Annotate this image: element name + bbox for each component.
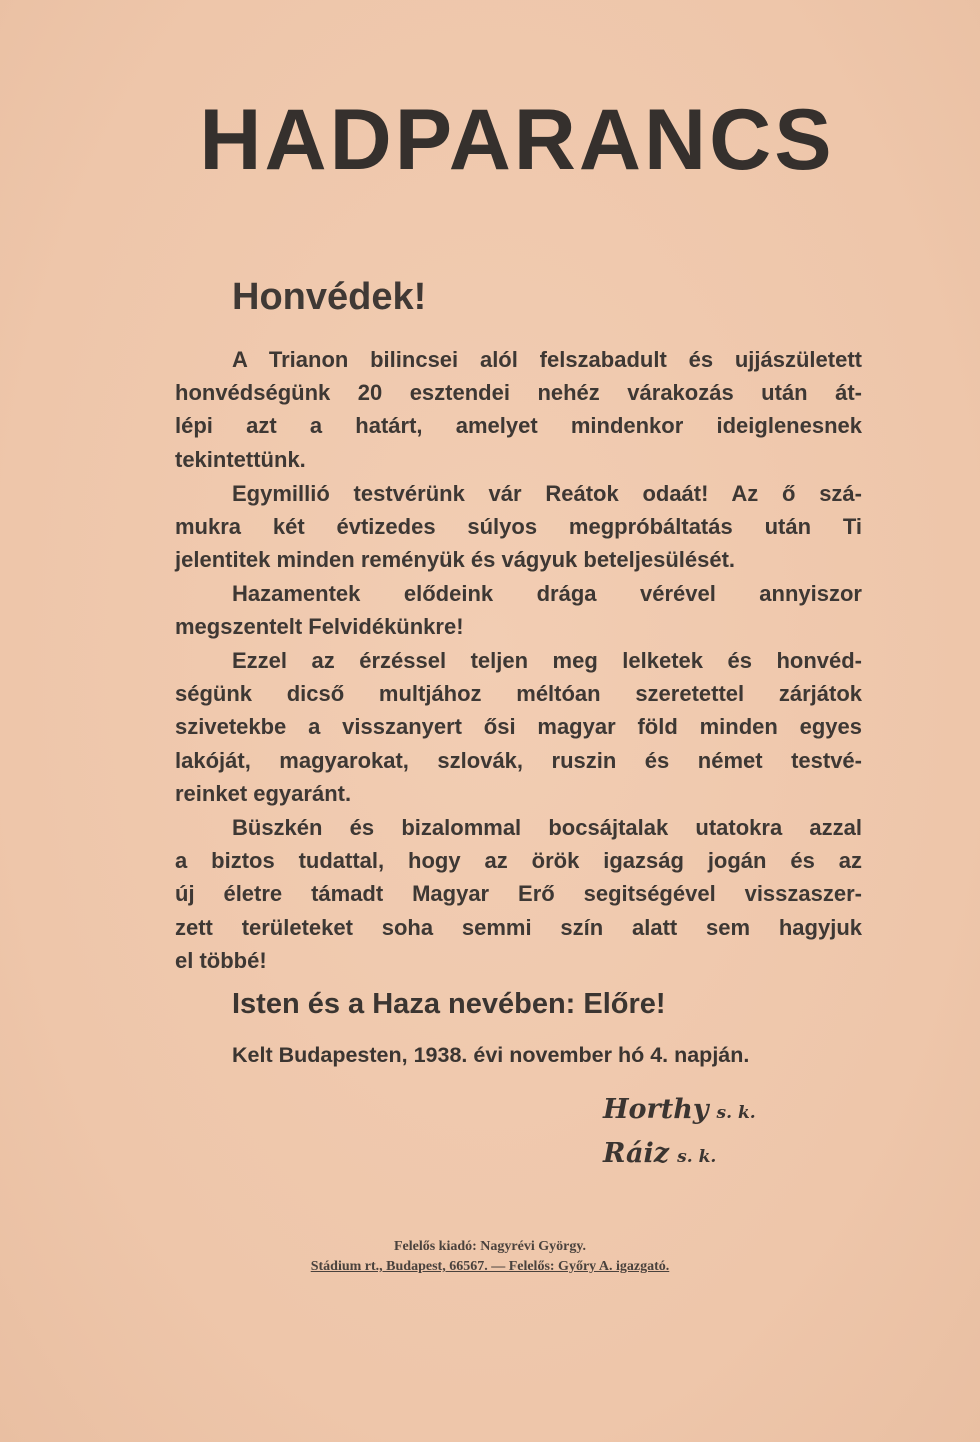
- body-line-text: szivetekbe a visszanyert ősi magyar föld minden egyes: [175, 714, 862, 739]
- body-line: [175, 946, 862, 976]
- body-line: [175, 879, 862, 909]
- body-line-text: reinket egyaránt.: [175, 781, 352, 806]
- body-line-text: Büszkén és bizalommal bocsájtalak utatokra azzal: [232, 815, 862, 840]
- body-line-text: jelentitek minden reményük és vágyuk beteljesülését.: [175, 547, 736, 572]
- body-line-text: lépi azt a határt, amelyet mindenkor ideiglenesnek: [175, 413, 862, 438]
- body-line: [232, 813, 862, 843]
- body-line: [232, 646, 862, 676]
- footer-printer: Stádium rt., Budapest, 66567. — Felelős: Győry A. igazgató.: [310, 1259, 670, 1274]
- motto: Isten és a Haza nevében: Előre!: [232, 988, 666, 1020]
- signature-suffix: s. k.: [716, 1103, 756, 1123]
- signature-suffix: s. k.: [677, 1147, 717, 1167]
- body-line-text: Ezzel az érzéssel teljen meg lelketek és honvéd-: [232, 648, 862, 673]
- body-line-text: Egymillió testvérünk vár Reátok odaát! Az ő szá-: [232, 481, 862, 506]
- signature-horthy: [603, 1094, 756, 1129]
- body-line-text: mukra két évtizedes súlyos megpróbáltatás után Ti: [175, 514, 862, 539]
- date-line: Kelt Budapesten, 1938. évi november hó 4. napján.: [232, 1043, 750, 1067]
- body-line: [175, 512, 862, 542]
- body-line: [175, 679, 862, 709]
- body-line-text: A Trianon bilincsei alól felszabadult és ujjászületett: [232, 347, 862, 372]
- body-line-text: ségünk dicső multjához méltóan szeretettel zárjátok: [175, 681, 862, 706]
- body-line: [232, 579, 862, 609]
- body-line-text: honvédségünk 20 esztendei nehéz várakozás után át-: [175, 380, 862, 405]
- body-line-text: Hazamentek elődeink drága vérével annyiszor: [232, 581, 862, 606]
- body-line: [175, 411, 862, 441]
- footer-publisher: Felelős kiadó: Nagyrévi György.: [393, 1239, 587, 1254]
- signature-name: Horthy: [603, 1094, 709, 1125]
- signature-raiz: [603, 1138, 716, 1173]
- body-line: [232, 345, 862, 375]
- body-line: [175, 712, 862, 742]
- body-line: [175, 746, 862, 776]
- greeting-heading: Honvédek!: [232, 276, 427, 318]
- body-line: [175, 612, 862, 642]
- body-line: [175, 545, 862, 575]
- body-line: [175, 445, 862, 475]
- signature-name: Ráiz: [603, 1138, 670, 1169]
- body-line: [175, 913, 862, 943]
- body-line-text: megszentelt Felvidékünkre!: [175, 614, 464, 639]
- body-line-text: el többé!: [175, 948, 267, 973]
- body-line: [232, 479, 862, 509]
- body-line-text: a biztos tudattal, hogy az örök igazság jogán és az: [175, 848, 862, 873]
- document-title: HADPARANCS: [199, 92, 835, 188]
- body-line: [175, 846, 862, 876]
- body-line-text: új életre támadt Magyar Erő segitségével visszaszer-: [175, 881, 862, 906]
- body-line: [175, 378, 862, 408]
- body-line-text: lakóját, magyarokat, szlovák, ruszin és német testvé-: [175, 748, 862, 773]
- body-line-text: zett területeket soha semmi szín alatt sem hagyjuk: [175, 915, 862, 940]
- body-line: [175, 779, 862, 809]
- body-line-text: tekintettünk.: [175, 447, 306, 472]
